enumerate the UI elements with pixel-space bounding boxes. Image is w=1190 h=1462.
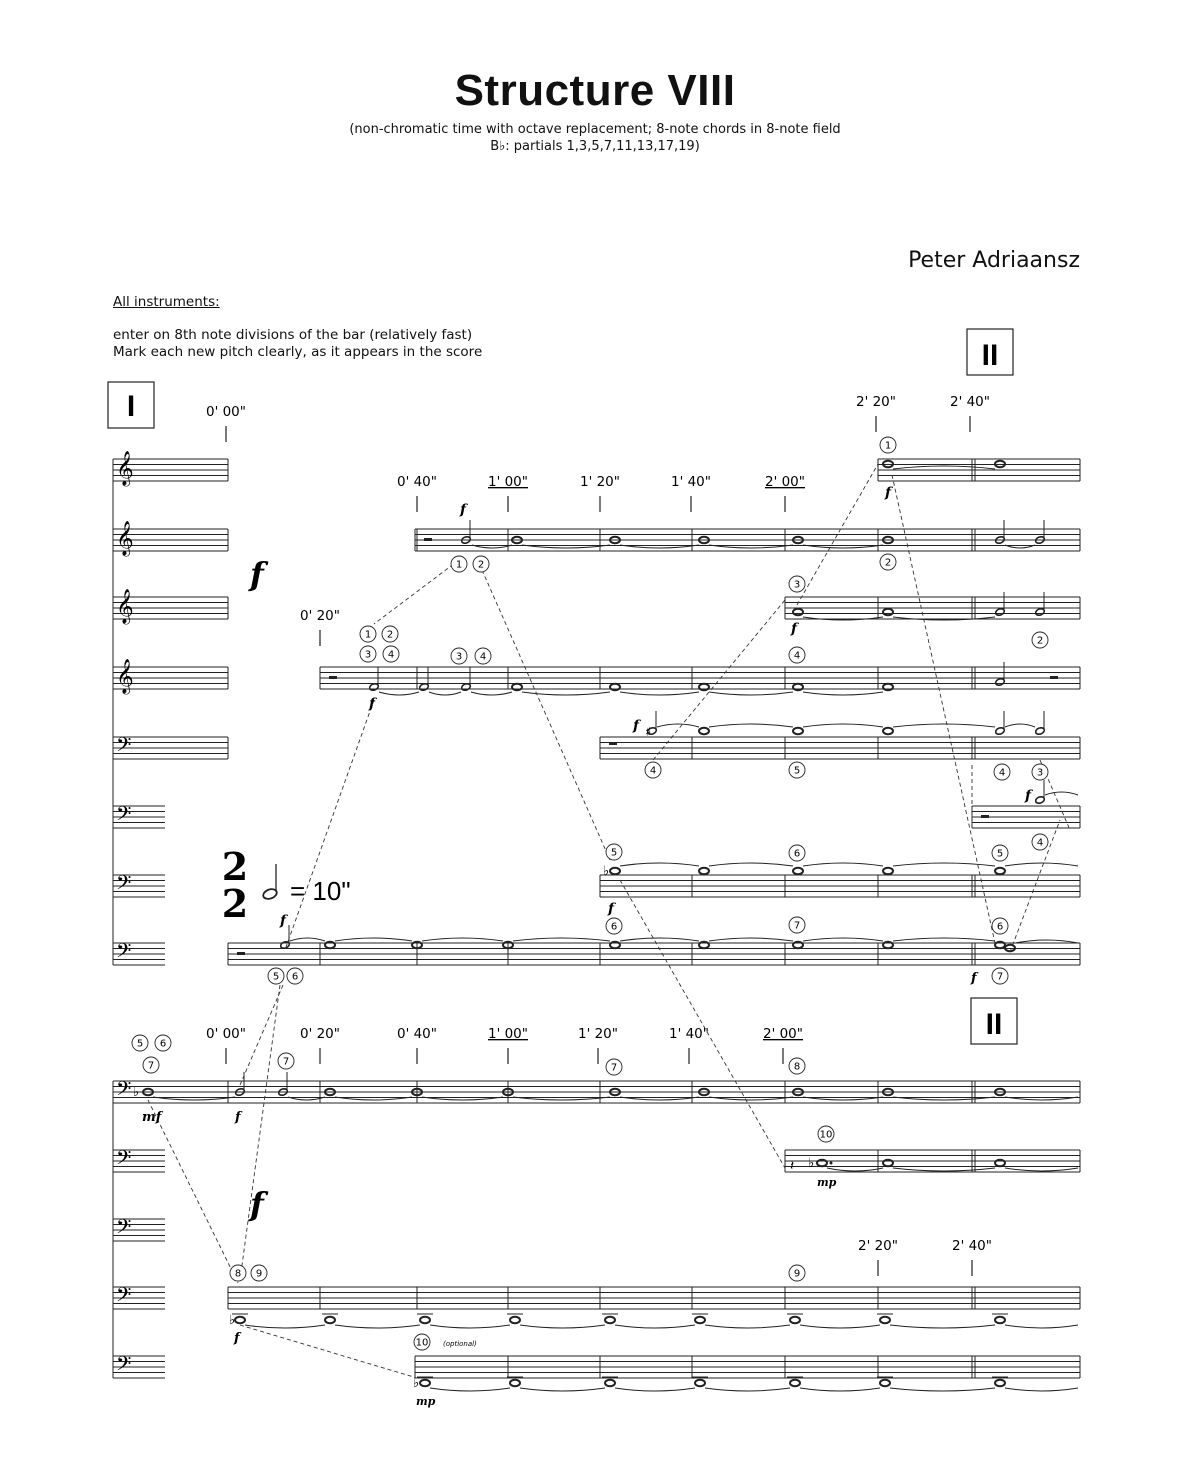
- dynamic-f: f: [234, 1331, 240, 1346]
- dot: [830, 1162, 833, 1165]
- tie: [893, 724, 995, 727]
- circled-number-text: 4: [387, 649, 395, 661]
- tie: [520, 1325, 605, 1328]
- dynamic-f: f: [460, 502, 467, 518]
- tie: [803, 863, 883, 866]
- tie: [803, 938, 883, 941]
- tie: [1005, 863, 1078, 866]
- circled-number-text: 6: [996, 921, 1004, 933]
- circled-number-text: 5: [136, 1038, 144, 1050]
- timeline-label: 1' 20": [580, 474, 620, 490]
- timeline-label: 0' 00": [206, 404, 246, 420]
- dashed-connector: [479, 570, 610, 860]
- whole-note: [793, 868, 803, 874]
- half-rest: [424, 538, 432, 541]
- circled-number-text: 7: [147, 1060, 155, 1072]
- bass-clef: 𝄢: [116, 871, 132, 899]
- page-title: Structure VIII: [454, 66, 736, 115]
- time-signature-top: 2: [221, 844, 249, 889]
- whole-note: [817, 1160, 827, 1166]
- tie: [893, 466, 995, 469]
- whole-note: [883, 1160, 893, 1166]
- whole-note: [695, 1380, 705, 1386]
- circled-number-text: 3: [1036, 767, 1044, 779]
- tie: [893, 938, 995, 941]
- whole-note: [790, 1317, 800, 1323]
- circled-number-text: 1: [364, 629, 372, 641]
- circled-number-text: 10: [819, 1129, 833, 1141]
- circled-number-text: 9: [255, 1268, 263, 1280]
- whole-note: [883, 868, 893, 874]
- circled-number-text: 5: [996, 848, 1004, 860]
- circled-number-text: 2: [477, 559, 485, 571]
- tie: [800, 1388, 880, 1391]
- tie: [1005, 724, 1035, 727]
- circled-number-text: 4: [649, 765, 657, 777]
- composer-name: Peter Adriaansz: [908, 248, 1080, 273]
- half-rest: [609, 742, 617, 745]
- half-rest: [237, 952, 245, 955]
- dynamic-f: f: [971, 971, 977, 986]
- circled-number-text: 5: [272, 971, 280, 983]
- subtitle-line-2: B♭: partials 1,3,5,7,11,13,17,19): [490, 139, 700, 154]
- dynamic-f: f: [235, 1110, 241, 1125]
- tie: [615, 1325, 695, 1328]
- rehearsal-mark-2: II: [981, 339, 999, 372]
- flat: ♭: [413, 1376, 420, 1391]
- dynamic-f: f: [633, 718, 640, 734]
- timeline-label: 0' 20": [300, 608, 340, 624]
- dashed-connector: [285, 700, 374, 950]
- circled-number-text: 7: [282, 1056, 290, 1068]
- tie: [1005, 1168, 1078, 1171]
- timeline-label: 2' 00": [763, 1026, 803, 1042]
- timeline-label: 2' 40": [952, 1238, 992, 1254]
- circled-number-text: 1: [455, 559, 463, 571]
- half-rest: [981, 815, 989, 818]
- tie: [803, 692, 883, 695]
- tie: [615, 1388, 695, 1391]
- whole-note: [699, 868, 709, 874]
- dynamic-f: f: [250, 1185, 264, 1223]
- timeline-label: 1' 20": [578, 1026, 618, 1042]
- circled-number-text: 7: [610, 1062, 618, 1074]
- dashed-connector: [653, 600, 785, 760]
- tie: [827, 1168, 883, 1171]
- tie: [520, 1388, 605, 1391]
- flat: ♭: [133, 1085, 140, 1100]
- circled-number-text: 6: [610, 921, 618, 933]
- bass-clef: 𝄢: [116, 1146, 132, 1174]
- circled-number-text: 8: [234, 1268, 242, 1280]
- whole-note: [610, 684, 620, 690]
- timeline-label: 0' 00": [206, 1026, 246, 1042]
- circled-number-text: 5: [610, 847, 618, 859]
- timeline-label: 1' 40": [671, 474, 711, 490]
- circled-number-text: 6: [793, 848, 801, 860]
- whole-note: [883, 942, 893, 948]
- dynamic-f: f: [791, 621, 798, 637]
- bass-clef: 𝄢: [116, 939, 132, 967]
- dynamic-f: f: [369, 696, 376, 712]
- whole-note: [790, 1380, 800, 1386]
- tie: [1005, 1325, 1078, 1328]
- treble-clef: 𝄞: [116, 659, 134, 694]
- circled-number-text: 5: [793, 765, 801, 777]
- dashed-connector: [240, 985, 280, 1280]
- whole-note: [610, 942, 620, 948]
- tie: [893, 1168, 995, 1171]
- timeline-label: 1' 00": [488, 474, 528, 490]
- tie: [800, 1325, 880, 1328]
- dynamic-f: f: [885, 485, 892, 501]
- timeline-label: 2' 20": [856, 394, 896, 410]
- circled-number-text: 4: [998, 767, 1006, 779]
- circled-number-text: 7: [996, 971, 1004, 983]
- timeline-label: 0' 40": [397, 474, 437, 490]
- circled-number-text: 3: [793, 579, 801, 591]
- circled-number-text: 9: [793, 1268, 801, 1280]
- whole-note: [880, 1317, 890, 1323]
- whole-note: [699, 942, 709, 948]
- circled-number-text: 3: [455, 651, 463, 663]
- optional-label: (optional): [443, 1340, 477, 1348]
- whole-note: [995, 1317, 1005, 1323]
- tie: [335, 938, 412, 941]
- tie: [290, 938, 325, 941]
- instructions-line-1: enter on 8th note divisions of the bar (relatively fast): [113, 327, 473, 343]
- circled-number-text: 2: [1036, 635, 1044, 647]
- circled-number-text: 6: [159, 1038, 167, 1050]
- tie: [429, 692, 461, 695]
- flat: ♭: [808, 1156, 815, 1171]
- half-rest: [1050, 676, 1058, 679]
- timeline-label: 0' 40": [397, 1026, 437, 1042]
- dynamic-f: f: [280, 913, 287, 929]
- whole-note: [995, 868, 1005, 874]
- tie: [335, 1325, 420, 1328]
- timeline-label: 2' 20": [858, 1238, 898, 1254]
- circled-number-text: 2: [386, 629, 394, 641]
- treble-clef: 𝄞: [116, 451, 134, 486]
- tie: [705, 1388, 790, 1391]
- timeline-label: 1' 40": [669, 1026, 709, 1042]
- circled-number-text: 10: [415, 1337, 429, 1349]
- whole-note: [793, 609, 803, 615]
- tie: [893, 863, 995, 866]
- circled-number-text: 6: [291, 971, 299, 983]
- tie: [657, 724, 699, 727]
- bass-clef: 𝄢: [116, 1352, 132, 1380]
- timeline-label: 0' 20": [300, 1026, 340, 1042]
- tie: [422, 938, 503, 941]
- tie: [890, 1325, 995, 1328]
- tie: [430, 1325, 510, 1328]
- circled-number-text: 2: [884, 557, 892, 569]
- dynamic-mp: mp: [817, 1176, 837, 1189]
- dynamic-f: f: [608, 901, 615, 917]
- tie: [709, 938, 793, 941]
- subtitle-line-1: (non-chromatic time with octave replacement; 8-note chords in 8-note field: [349, 122, 841, 137]
- whole-note: [420, 1380, 430, 1386]
- whole-note: [995, 1160, 1005, 1166]
- whole-note: [420, 1317, 430, 1323]
- tie: [1045, 792, 1078, 795]
- sharp: ♯: [645, 725, 652, 740]
- instructions-line-2: Mark each new pitch clearly, as it appears in the score: [113, 344, 483, 360]
- flat: ♭: [603, 864, 610, 879]
- timeline-label: 2' 40": [950, 394, 990, 410]
- circled-number-text: 3: [364, 649, 372, 661]
- circled-number-text: 8: [793, 1061, 801, 1073]
- rehearsal-mark-2b: II: [985, 1008, 1003, 1041]
- tie: [513, 938, 610, 941]
- bass-clef: 𝄢: [116, 1283, 132, 1311]
- tie: [709, 692, 793, 695]
- tie: [709, 863, 793, 866]
- timeline-label: 1' 00": [488, 1026, 528, 1042]
- dashed-connector: [148, 1100, 238, 1283]
- dashed-connector: [620, 880, 785, 1168]
- tie: [803, 724, 883, 727]
- bass-clef: 𝄢: [116, 1077, 132, 1105]
- dashed-connector: [240, 985, 283, 1085]
- circled-number-text: 1: [884, 440, 892, 452]
- tie: [430, 1388, 510, 1391]
- dynamic-f: f: [250, 555, 264, 593]
- dynamic-f: f: [1025, 788, 1032, 804]
- tie: [709, 724, 793, 727]
- tie: [471, 692, 512, 695]
- whole-note: [512, 684, 522, 690]
- circled-number-text: 4: [1036, 837, 1044, 849]
- whole-note: [325, 1317, 335, 1323]
- whole-note: [793, 942, 803, 948]
- tie: [245, 1325, 325, 1328]
- circled-number-text: 4: [793, 650, 801, 662]
- dynamic-mp: mp: [416, 1395, 436, 1408]
- rehearsal-mark-1: I: [126, 390, 136, 423]
- bass-clef: 𝄢: [116, 733, 132, 761]
- time-signature-bottom: 2: [221, 881, 249, 926]
- half-rest: [329, 676, 337, 679]
- whole-note: [793, 684, 803, 690]
- circled-number-text: 4: [479, 651, 487, 663]
- whole-note: [995, 942, 1005, 948]
- whole-note: [510, 1317, 520, 1323]
- tie: [379, 692, 419, 695]
- tie: [620, 863, 699, 866]
- tempo-marking: = 10": [290, 876, 351, 906]
- whole-note: [699, 684, 709, 690]
- treble-clef: 𝄞: [116, 521, 134, 556]
- flat: ♭: [229, 1313, 236, 1328]
- bass-clef: 𝄢: [116, 1215, 132, 1243]
- whole-note: [510, 1380, 520, 1386]
- whole-note: [883, 684, 893, 690]
- whole-note: [695, 1317, 705, 1323]
- quarter-rest: 𝄽: [790, 1158, 795, 1174]
- whole-note: [610, 868, 620, 874]
- timeline-label: 2' 00": [765, 474, 805, 490]
- whole-note: [883, 609, 893, 615]
- whole-note: [325, 942, 335, 948]
- treble-clef: 𝄞: [116, 589, 134, 624]
- whole-note: [605, 1380, 615, 1386]
- tie: [522, 692, 610, 695]
- dashed-connector: [240, 1325, 417, 1378]
- whole-note: [880, 1380, 890, 1386]
- tie: [890, 1388, 995, 1391]
- instructions-heading: All instruments:: [113, 294, 220, 310]
- whole-note: [995, 1380, 1005, 1386]
- whole-note: [883, 728, 893, 734]
- whole-note: [235, 1317, 245, 1323]
- tie: [1005, 1388, 1078, 1391]
- bass-clef: 𝄢: [116, 802, 132, 830]
- whole-note: [605, 1317, 615, 1323]
- dashed-connector: [374, 560, 459, 624]
- tie: [705, 1325, 790, 1328]
- whole-note: [699, 728, 709, 734]
- tie: [620, 938, 699, 941]
- whole-note: [793, 728, 803, 734]
- dynamic-mf: mf: [142, 1110, 162, 1125]
- tie: [620, 692, 699, 695]
- circled-number-text: 7: [793, 920, 801, 932]
